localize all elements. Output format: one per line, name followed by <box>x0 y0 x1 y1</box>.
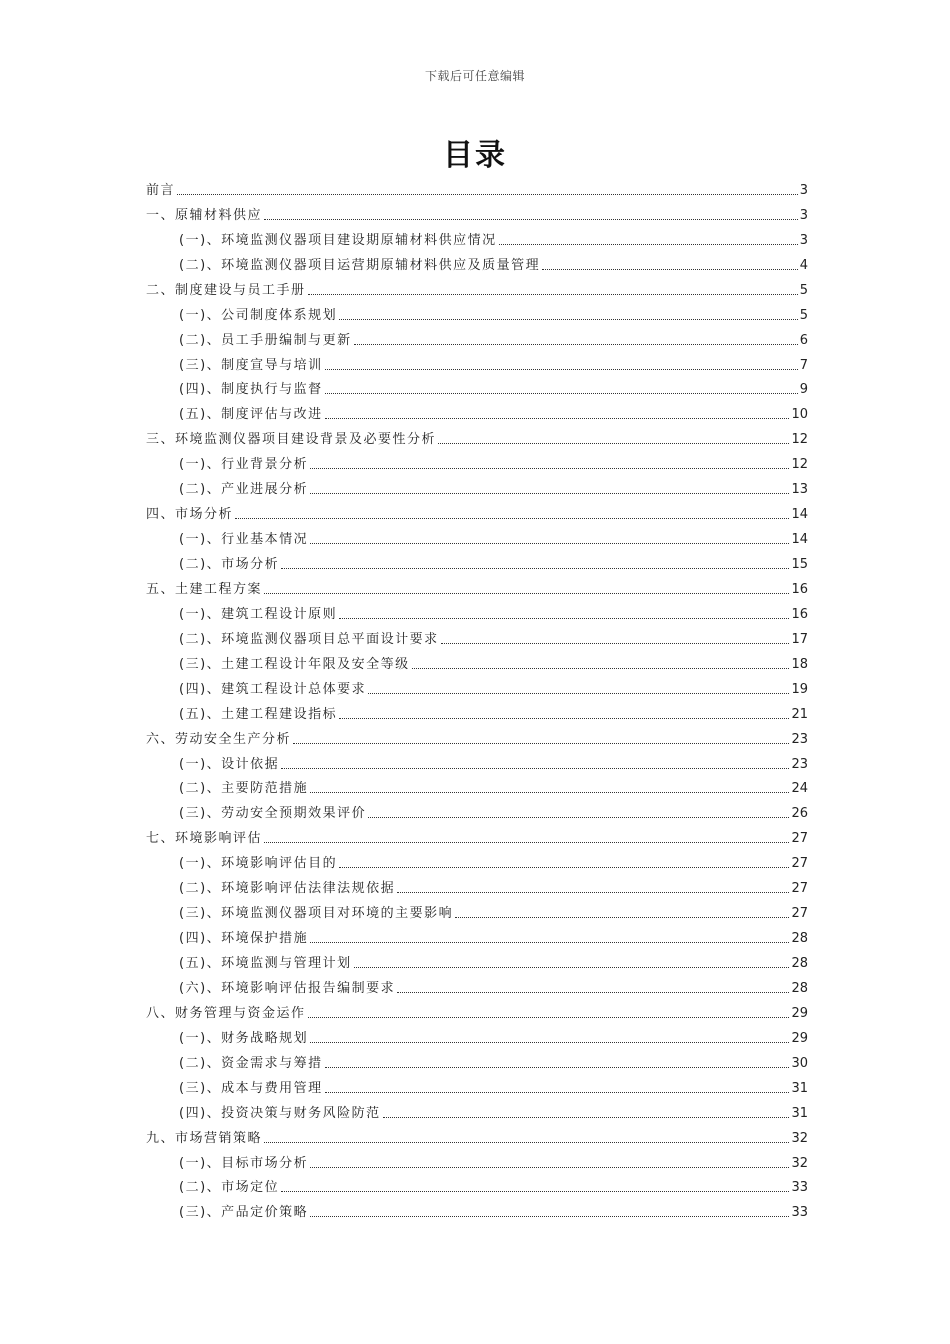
toc-entry[interactable] <box>146 623 808 648</box>
dot-leader <box>339 867 789 868</box>
dot-leader <box>281 1191 789 1192</box>
dot-leader <box>235 518 789 519</box>
toc-entry[interactable] <box>146 648 808 673</box>
toc-entry-page: 6 <box>799 332 808 348</box>
toc-entry-title: (三)、劳动安全预期效果评价 <box>179 806 367 822</box>
toc-entry-page: 14 <box>791 507 808 523</box>
toc-entry-page: 7 <box>799 357 808 373</box>
dot-leader <box>354 967 790 968</box>
toc-entry[interactable] <box>146 224 808 249</box>
toc-entry-title: (一)、目标市场分析 <box>179 1155 309 1171</box>
toc-entry-page: 27 <box>791 881 808 897</box>
toc-entry-page: 18 <box>791 656 808 672</box>
dot-leader <box>325 393 798 394</box>
toc-entry-page: 9 <box>799 382 808 398</box>
toc-entry[interactable] <box>146 498 808 523</box>
dot-leader <box>542 269 798 270</box>
toc-entry-page: 32 <box>791 1155 808 1171</box>
toc-entry[interactable] <box>146 947 808 972</box>
dot-leader <box>264 842 789 843</box>
toc-entry-title: (二)、市场定位 <box>179 1180 280 1196</box>
toc-entry-page: 30 <box>791 1055 808 1071</box>
toc-entry[interactable] <box>146 199 808 224</box>
toc-entry[interactable] <box>146 324 808 349</box>
toc-entry-page: 29 <box>791 1005 808 1021</box>
toc-entry-title: (六)、环境影响评估报告编制要求 <box>179 980 396 996</box>
toc-entry[interactable] <box>146 398 808 423</box>
dot-leader <box>368 693 789 694</box>
dot-leader <box>310 493 789 494</box>
toc-entry-title: 二、制度建设与员工手册 <box>146 282 306 298</box>
toc-entry[interactable] <box>146 673 808 698</box>
toc-entry-title: (一)、公司制度体系规划 <box>179 307 338 323</box>
toc-entry-title: (一)、财务战略规划 <box>179 1030 309 1046</box>
toc-entry-page: 23 <box>791 731 808 747</box>
dot-leader <box>310 1216 789 1217</box>
toc-entry-page: 3 <box>799 232 808 248</box>
toc-entry-page: 28 <box>791 931 808 947</box>
toc-entry-title: (二)、环境监测仪器项目总平面设计要求 <box>179 631 439 647</box>
dot-leader <box>310 543 789 544</box>
toc-entry-title: 七、环境影响评估 <box>146 831 263 847</box>
toc-entry-title: (一)、环境影响评估目的 <box>179 856 338 872</box>
toc-entry-page: 31 <box>791 1080 808 1096</box>
table-of-contents <box>146 174 808 1221</box>
toc-entry-page: 29 <box>791 1030 808 1046</box>
dot-leader <box>281 568 789 569</box>
toc-entry[interactable] <box>146 598 808 623</box>
dot-leader <box>325 418 790 419</box>
dot-leader <box>325 369 798 370</box>
dot-leader <box>339 618 789 619</box>
toc-entry-title: (二)、主要防范措施 <box>179 781 309 797</box>
toc-entry-title: (三)、土建工程设计年限及安全等级 <box>179 656 410 672</box>
dot-leader <box>264 219 798 220</box>
dot-leader <box>499 244 798 245</box>
toc-entry-title: (二)、资金需求与筹措 <box>179 1055 323 1071</box>
toc-entry-page: 5 <box>799 307 808 323</box>
dot-leader <box>368 817 789 818</box>
toc-entry-title: (一)、行业基本情况 <box>179 532 309 548</box>
dot-leader <box>264 593 789 594</box>
dot-leader <box>441 643 790 644</box>
toc-entry-page: 19 <box>791 681 808 697</box>
toc-entry-page: 27 <box>791 906 808 922</box>
toc-entry-page: 5 <box>799 282 808 298</box>
toc-entry[interactable] <box>146 573 808 598</box>
dot-leader <box>455 917 789 918</box>
toc-entry[interactable] <box>146 773 808 798</box>
dot-leader <box>412 668 790 669</box>
toc-entry-page: 33 <box>791 1180 808 1196</box>
toc-entry-title: (一)、环境监测仪器项目建设期原辅材料供应情况 <box>179 232 497 248</box>
toc-entry-page: 23 <box>791 756 808 772</box>
toc-entry[interactable] <box>146 349 808 374</box>
toc-entry-page: 33 <box>791 1205 808 1221</box>
toc-entry[interactable] <box>146 723 808 748</box>
toc-entry-title: 一、原辅材料供应 <box>146 207 263 223</box>
dot-leader <box>397 892 789 893</box>
toc-entry-page: 12 <box>791 432 808 448</box>
dot-leader <box>438 443 789 444</box>
toc-entry-page: 12 <box>791 457 808 473</box>
toc-entry-title: (三)、制度宣导与培训 <box>179 357 323 373</box>
toc-entry-page: 24 <box>791 781 808 797</box>
dot-leader <box>310 1042 789 1043</box>
toc-entry-title: 三、环境监测仪器项目建设背景及必要性分析 <box>146 432 437 448</box>
toc-entry-title: 八、财务管理与资金运作 <box>146 1005 306 1021</box>
toc-entry-title: (四)、制度执行与监督 <box>179 382 323 398</box>
toc-entry-page: 21 <box>791 706 808 722</box>
toc-entry[interactable] <box>146 822 808 847</box>
toc-entry-page: 27 <box>791 856 808 872</box>
dot-leader <box>310 792 789 793</box>
toc-entry[interactable] <box>146 897 808 922</box>
toc-entry-page: 13 <box>791 482 808 498</box>
toc-entry[interactable] <box>146 249 808 274</box>
toc-entry-page: 31 <box>791 1105 808 1121</box>
dot-leader <box>310 1167 789 1168</box>
dot-leader <box>397 992 789 993</box>
toc-entry[interactable] <box>146 872 808 897</box>
toc-entry[interactable] <box>146 1147 808 1172</box>
dot-leader <box>293 743 789 744</box>
dot-leader <box>308 1017 790 1018</box>
toc-entry[interactable] <box>146 374 808 399</box>
toc-entry[interactable] <box>146 972 808 997</box>
toc-entry-title: (五)、制度评估与改进 <box>179 407 323 423</box>
toc-entry-title: (五)、环境监测与管理计划 <box>179 956 352 971</box>
toc-entry-page: 14 <box>791 532 808 548</box>
dot-leader <box>308 294 798 295</box>
toc-entry[interactable] <box>146 1022 808 1047</box>
toc-entry-page: 26 <box>791 806 808 822</box>
toc-entry[interactable] <box>146 473 808 498</box>
toc-entry[interactable] <box>146 698 808 723</box>
toc-entry-title: (三)、环境监测仪器项目对环境的主要影响 <box>179 906 454 922</box>
dot-leader <box>281 768 789 769</box>
dot-leader <box>383 1117 790 1118</box>
toc-entry[interactable] <box>146 1097 808 1122</box>
toc-entry[interactable] <box>146 1072 808 1097</box>
toc-entry-page: 3 <box>799 207 808 223</box>
toc-entry-title: 前言 <box>146 182 176 198</box>
toc-entry-title: 五、土建工程方案 <box>146 581 263 597</box>
toc-entry-page: 16 <box>791 606 808 622</box>
toc-entry-title: (三)、成本与费用管理 <box>179 1080 323 1096</box>
toc-entry-title: (二)、环境监测仪器项目运营期原辅材料供应及质量管理 <box>179 257 541 273</box>
toc-entry[interactable] <box>146 299 808 324</box>
toc-entry[interactable] <box>146 1172 808 1197</box>
toc-entry-title: (四)、投资决策与财务风险防范 <box>179 1105 381 1121</box>
toc-entry-title: (四)、环境保护措施 <box>179 931 309 947</box>
toc-entry-page: 28 <box>791 956 808 971</box>
toc-entry[interactable] <box>146 997 808 1022</box>
dot-leader <box>339 319 798 320</box>
toc-entry-title: (二)、环境影响评估法律法规依据 <box>179 881 396 897</box>
toc-entry[interactable] <box>146 423 808 448</box>
toc-entry-title: (四)、建筑工程设计总体要求 <box>179 681 367 697</box>
toc-entry-title: 四、市场分析 <box>146 507 234 523</box>
toc-entry-page: 32 <box>791 1130 808 1146</box>
toc-entry-title: (二)、产业进展分析 <box>179 482 309 498</box>
toc-entry[interactable] <box>146 274 808 299</box>
toc-entry-page: 4 <box>799 257 808 273</box>
toc-entry[interactable] <box>146 548 808 573</box>
toc-entry-title: (二)、市场分析 <box>179 557 280 572</box>
dot-leader <box>264 1142 789 1143</box>
toc-entry-page: 28 <box>791 980 808 996</box>
toc-entry-page: 27 <box>791 831 808 847</box>
toc-entry-page: 17 <box>791 631 808 647</box>
toc-entry-title: (二)、员工手册编制与更新 <box>179 332 352 348</box>
toc-entry[interactable] <box>146 523 808 548</box>
toc-entry[interactable] <box>146 174 808 199</box>
toc-entry-title: (一)、设计依据 <box>179 756 280 772</box>
toc-entry-page: 16 <box>791 581 808 597</box>
toc-entry[interactable] <box>146 1047 808 1072</box>
toc-entry[interactable] <box>146 1122 808 1147</box>
toc-entry[interactable] <box>146 1196 808 1221</box>
toc-entry-title: 九、市场营销策略 <box>146 1130 263 1146</box>
toc-entry-page: 10 <box>791 407 808 423</box>
toc-entry-title: (一)、行业背景分析 <box>179 457 309 473</box>
dot-leader <box>310 942 789 943</box>
toc-entry[interactable] <box>146 847 808 872</box>
toc-title: 目录 <box>443 138 507 173</box>
dot-leader <box>354 344 798 345</box>
dot-leader <box>177 194 798 195</box>
toc-entry-page: 3 <box>799 182 808 198</box>
toc-entry-title: (三)、产品定价策略 <box>179 1205 309 1221</box>
toc-entry[interactable] <box>146 922 808 947</box>
toc-entry-title: (五)、土建工程建设指标 <box>179 706 338 722</box>
dot-leader <box>325 1092 790 1093</box>
dot-leader <box>339 718 789 719</box>
toc-entry-page: 15 <box>791 557 808 572</box>
toc-entry[interactable] <box>146 748 808 773</box>
toc-entry-title: 六、劳动安全生产分析 <box>146 731 292 747</box>
toc-entry[interactable] <box>146 448 808 473</box>
dot-leader <box>310 468 789 469</box>
header-note: 下载后可任意编辑 <box>424 69 525 83</box>
toc-entry[interactable] <box>146 797 808 822</box>
dot-leader <box>325 1067 790 1068</box>
toc-entry-title: (一)、建筑工程设计原则 <box>179 606 338 622</box>
